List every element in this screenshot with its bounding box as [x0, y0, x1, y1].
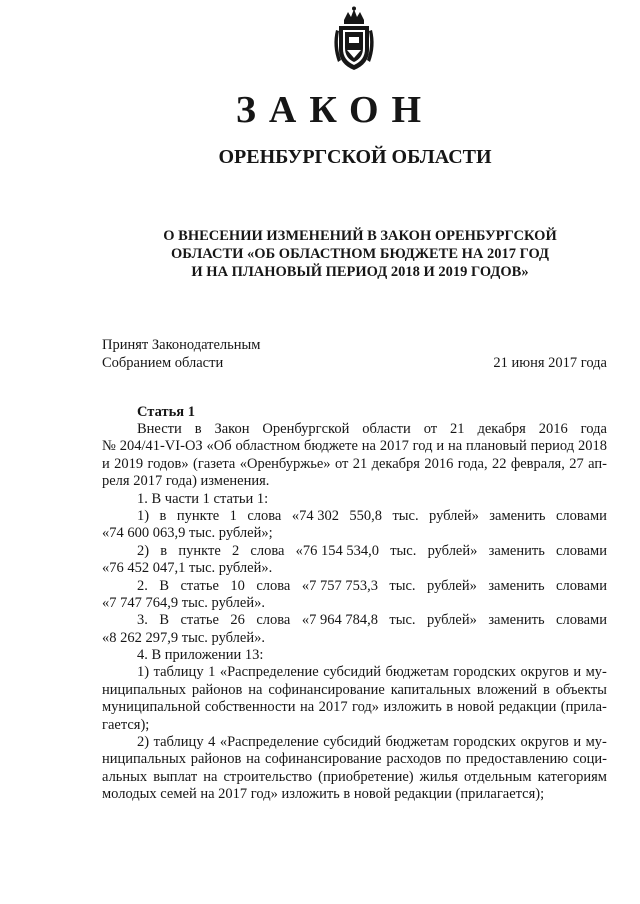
text-word: выплат — [153, 768, 198, 785]
text-word: на — [361, 438, 376, 455]
article-text-line — [102, 699, 607, 716]
text-word: 21 — [352, 455, 368, 472]
text-word: В — [159, 612, 170, 629]
text-word: 2) — [137, 734, 150, 751]
text-word: «76 154 534,0 — [295, 542, 380, 559]
text-word: в — [446, 699, 454, 716]
text-word: 4. В приложении 13: — [137, 647, 264, 664]
text-word: 2. — [137, 577, 148, 594]
text-word: 1. В части 1 статьи 1: — [137, 490, 269, 507]
text-word: областном — [235, 438, 301, 455]
text-word: молодых семей на 2017 год» изложить в новой редакции (прилагается); — [102, 786, 545, 803]
text-word: му- — [585, 664, 607, 681]
text-word: «Оренбуржье» — [239, 455, 331, 472]
text-word: расходов — [386, 751, 442, 768]
article-text-line — [102, 508, 607, 525]
text-word: бюджете — [304, 438, 358, 455]
text-word: ап- — [588, 455, 607, 472]
text-word: собственности — [204, 699, 296, 716]
text-word: капитальных — [390, 681, 471, 698]
adoption-date: 21 июня 2017 года — [493, 355, 607, 371]
text-word: 1) — [137, 507, 150, 524]
text-word: строительство — [223, 768, 313, 785]
text-word: соци- — [572, 751, 607, 768]
text-word: 2017 — [318, 699, 348, 716]
text-word: словами — [555, 507, 607, 524]
text-word: Закон — [214, 421, 250, 437]
article-text-line — [102, 647, 607, 664]
text-word: В — [159, 577, 170, 594]
text-word: на — [447, 438, 463, 455]
text-word: редакции — [498, 699, 557, 716]
text-word: «8 262 297,9 тыс. рублей». — [102, 629, 265, 646]
text-word: год — [412, 438, 433, 455]
text-word: на — [299, 699, 315, 716]
text-word: «76 452 047,1 тыс. рублей». — [102, 560, 273, 577]
text-word: словами — [556, 577, 607, 594]
subject-line: ОБЛАСТИ «ОБ ОБЛАСТНОМ БЮДЖЕТЕ НА 2017 ГОД — [170, 246, 550, 262]
text-word: объекты — [555, 681, 607, 698]
text-word: слова — [256, 577, 291, 594]
text-word: жилья — [419, 768, 458, 785]
text-word: 3. — [137, 612, 148, 629]
text-word: в — [194, 421, 202, 437]
law-subject — [150, 227, 570, 281]
article-text-line — [102, 769, 607, 786]
article-text-line — [102, 543, 607, 560]
text-word: «7 757 753,3 — [301, 577, 378, 594]
text-word: новой — [457, 699, 495, 716]
text-word: софинансирование — [268, 681, 385, 698]
text-word: реля 2017 года) изменения. — [102, 473, 270, 490]
coat-of-arms-emblem — [330, 6, 378, 74]
text-word: пункте — [176, 507, 220, 524]
article-text-line — [102, 682, 607, 699]
text-word: (приобретение) — [318, 768, 414, 785]
article-text-line — [102, 734, 607, 751]
text-word: декабря — [477, 421, 526, 437]
text-word: статье — [180, 612, 219, 629]
text-word: по — [446, 751, 462, 768]
text-word: период — [530, 438, 575, 455]
text-word: таблицу — [153, 664, 204, 681]
text-word: годов» — [147, 455, 189, 472]
article-title: Статья 1 — [137, 404, 195, 420]
text-word: 550,8 — [349, 507, 382, 524]
text-word: отдельным — [464, 768, 532, 785]
text-word: на — [246, 751, 261, 768]
text-word: 2016 — [424, 455, 454, 472]
text-word: таблицу — [153, 734, 204, 751]
text-word: тыс. — [390, 542, 417, 559]
text-word: округов — [520, 734, 569, 751]
article-text-line — [102, 578, 607, 595]
text-word: категориям — [537, 768, 607, 785]
text-word: декабря — [371, 455, 420, 472]
text-word: 1) — [137, 664, 150, 681]
article-text-line — [102, 786, 607, 803]
text-word: 2017 — [379, 438, 409, 455]
text-word: в — [160, 542, 168, 559]
text-word: 22 — [491, 455, 507, 472]
article-text-line — [102, 525, 607, 542]
subject-line: О ВНЕСЕНИИ ИЗМЕНЕНИЙ В ЗАКОН ОРЕНБУРГСКОЙ — [163, 228, 557, 244]
article-text-line — [102, 717, 607, 734]
text-word: на — [203, 768, 218, 785]
text-word: и — [102, 455, 110, 472]
text-word: словами — [556, 542, 607, 559]
text-word: городских — [453, 664, 517, 681]
text-word: и — [436, 438, 445, 455]
text-word: № — [102, 438, 116, 455]
text-word: года, — [457, 455, 488, 472]
article-text-line — [102, 438, 607, 455]
text-word: в — [543, 681, 550, 698]
text-word: «Распределение — [219, 664, 319, 681]
text-word: год» — [352, 699, 380, 716]
text-word: заменить — [489, 507, 546, 524]
text-word: районов — [190, 751, 242, 768]
text-word: плановый — [466, 438, 527, 455]
article-text-line — [102, 456, 607, 473]
text-word: гается); — [102, 716, 150, 733]
text-word: округов — [520, 664, 569, 681]
text-word: 4 — [208, 734, 216, 751]
text-word: и — [573, 734, 582, 751]
text-word: статье — [180, 577, 219, 594]
text-word: рублей» — [427, 542, 478, 559]
text-word: области — [362, 421, 411, 437]
text-word: (газета — [193, 455, 236, 472]
text-word: субсидий — [323, 664, 381, 681]
text-word: изложить — [383, 699, 442, 716]
text-word: субсидий — [323, 734, 381, 751]
text-word: «74 600 063,9 тыс. рублей»; — [102, 525, 273, 542]
text-word: «74 302 — [291, 507, 339, 524]
text-word: заменить — [488, 577, 545, 594]
text-word: на — [248, 681, 263, 698]
text-word: тыс. — [389, 612, 416, 629]
article-text-line — [102, 630, 607, 647]
adopted-by-line: Собранием области — [102, 355, 224, 371]
text-word: февраля, — [510, 455, 565, 472]
text-word: 1 — [208, 664, 216, 681]
text-word: заменить — [488, 542, 545, 559]
text-word: Внести — [137, 421, 182, 437]
text-word: 2019 — [114, 455, 144, 472]
article-text-line — [102, 421, 607, 438]
text-word: и — [573, 664, 582, 681]
article-text-line — [102, 664, 607, 681]
article-text-line — [102, 751, 607, 768]
text-word: 26 — [230, 612, 245, 629]
text-word: года — [580, 421, 607, 437]
text-word: рублей» — [427, 612, 477, 629]
text-word: заменить — [488, 612, 545, 629]
text-word: 10 — [230, 577, 245, 594]
article-body — [102, 421, 607, 804]
text-word: софинансирование — [265, 751, 382, 768]
text-word: тыс. — [392, 507, 419, 524]
article-text-line — [102, 595, 607, 612]
text-word: 2016 — [538, 421, 568, 437]
region-title: ОРЕНБУРГСКОЙ ОБЛАСТИ — [218, 146, 492, 168]
text-word: 27 — [569, 455, 584, 472]
text-word: предоставлению — [465, 751, 569, 768]
text-word: «Об — [206, 438, 232, 455]
adopted-by-line: Принят Законодательным — [102, 337, 261, 353]
text-word: Оренбургской — [262, 421, 350, 437]
text-word: пункте — [178, 542, 221, 559]
text-word: муниципальной — [102, 699, 201, 716]
article-text-line — [102, 491, 607, 508]
text-word: бюджетам — [385, 734, 449, 751]
document-title: ЗАКОН — [235, 89, 435, 131]
article-text-line — [102, 473, 607, 490]
text-word: словами — [556, 612, 607, 629]
text-word: му- — [585, 734, 607, 751]
article-text-line — [102, 560, 607, 577]
text-word: 204/41-VI-ОЗ — [119, 438, 203, 455]
text-word: от — [334, 455, 349, 472]
text-word: тыс. — [389, 577, 416, 594]
text-word: 21 — [450, 421, 465, 437]
text-word: альных — [102, 768, 148, 785]
text-word: слова — [247, 507, 282, 524]
text-word: бюджетам — [385, 664, 449, 681]
text-word: «Распределение — [219, 734, 319, 751]
text-word: 2) — [137, 542, 150, 559]
text-word: ниципальных — [102, 681, 186, 698]
text-word: районов — [191, 681, 243, 698]
text-word: «7 964 784,8 — [301, 612, 378, 629]
text-word: слова — [256, 612, 291, 629]
subject-line: И НА ПЛАНОВЫЙ ПЕРИОД 2018 И 2019 ГОДОВ» — [191, 264, 529, 280]
article-text-line — [102, 612, 607, 629]
text-word: вложений — [476, 681, 538, 698]
text-word: городских — [453, 734, 517, 751]
text-word: 2018 — [577, 438, 607, 455]
text-word: 1 — [229, 507, 237, 524]
text-word: рублей» — [429, 507, 479, 524]
text-word: 2 — [231, 542, 240, 559]
text-word: рублей» — [427, 577, 477, 594]
text-word: (прила- — [560, 699, 607, 716]
text-word: в — [159, 507, 167, 524]
text-word: «7 747 764,9 тыс. рублей». — [102, 594, 265, 611]
text-word: слова — [250, 542, 285, 559]
adoption-block — [102, 336, 260, 372]
text-word: ниципальных — [102, 751, 186, 768]
text-word: от — [423, 421, 438, 437]
